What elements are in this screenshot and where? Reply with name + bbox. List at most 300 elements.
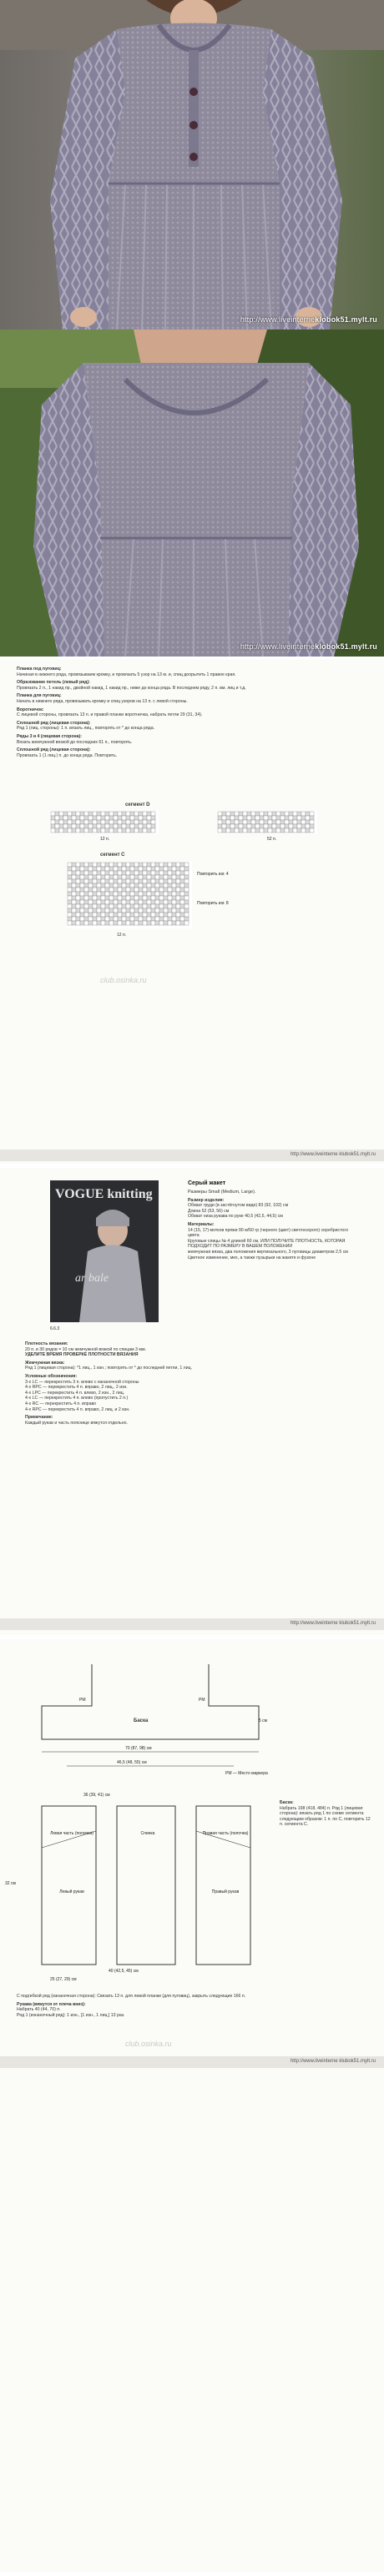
magazine-body <box>25 1339 359 1426</box>
chart-cell <box>164 875 168 879</box>
chart-cell <box>176 921 180 925</box>
chart-cell <box>97 883 101 888</box>
chart-cell <box>109 921 114 925</box>
chart-cell <box>93 828 97 833</box>
chart-cell <box>122 913 126 917</box>
chart-cell <box>184 908 189 913</box>
chart-cell <box>114 900 118 904</box>
segment-c-chart <box>67 862 192 928</box>
chart-cell <box>168 883 172 888</box>
chart-cell <box>118 904 122 908</box>
chart-cell <box>235 828 239 833</box>
chart-cell <box>76 888 80 892</box>
chart-cell <box>101 824 105 828</box>
chart-cell <box>130 820 134 824</box>
chart-cell <box>88 921 93 925</box>
chart-cell <box>72 816 76 820</box>
chart-cell <box>80 812 84 816</box>
chart-cell <box>93 896 97 900</box>
chart-cell <box>130 816 134 820</box>
chart-cell <box>59 828 63 833</box>
chart-cell <box>164 896 168 900</box>
chart-cell <box>155 867 159 871</box>
pm-left: PM <box>79 1698 86 1703</box>
chart-cell <box>159 913 164 917</box>
chart-cell <box>147 896 151 900</box>
chart-cell <box>147 863 151 867</box>
chart-cell <box>230 828 235 833</box>
chart-cell <box>68 875 72 879</box>
chart-cell <box>97 904 101 908</box>
chart-cell <box>247 820 251 824</box>
chart-cell <box>118 921 122 925</box>
chart-cell <box>93 867 97 871</box>
chart-cell <box>301 816 306 820</box>
chart-cell <box>159 904 164 908</box>
bask-width-2: 46,5 (48, 55) см <box>117 1760 147 1765</box>
chart-cell <box>159 892 164 896</box>
chart-cell <box>176 863 180 867</box>
chart-cell <box>118 867 122 871</box>
chart-cell <box>93 812 97 816</box>
chart-cell <box>226 828 230 833</box>
chart-cell <box>114 883 118 888</box>
chart-cell <box>72 921 76 925</box>
chart-cell <box>76 900 80 904</box>
button-3 <box>189 153 198 161</box>
chart-cell <box>139 913 143 917</box>
chart-cell <box>239 828 243 833</box>
chart-cell <box>243 816 247 820</box>
chart-cell <box>139 921 143 925</box>
chart-cell <box>184 863 189 867</box>
section-text: Начиная в нижнего ряда, провязываем кромку, и провязать 5 узор на 13 м. и, спиц доорытить 1 правое края. <box>17 672 236 677</box>
chart-cell <box>72 863 76 867</box>
chart-cell <box>280 828 285 833</box>
chart-cell <box>93 863 97 867</box>
chart-cell <box>180 863 184 867</box>
chart-cell <box>226 820 230 824</box>
chart-cell <box>93 908 97 913</box>
chart-cell <box>118 900 122 904</box>
chart-cell <box>80 879 84 883</box>
chart-cell <box>76 883 80 888</box>
segment-d-chart <box>50 811 159 834</box>
chart-cell <box>155 863 159 867</box>
chart-cell <box>76 917 80 921</box>
chart-cell <box>176 900 180 904</box>
gauge-text: 20 п. и 30 рядов = 10 см жемчужной вязкой по спицам 3 мм. <box>25 1346 146 1352</box>
chart-cell <box>226 812 230 816</box>
chart-cell <box>168 896 172 900</box>
chart-cell <box>147 812 151 816</box>
chart-cell <box>55 824 59 828</box>
top-width: 36 (39, 41) см <box>83 1793 110 1798</box>
chart-cell <box>114 896 118 900</box>
segment-c-label: сегмент C <box>100 853 125 858</box>
chart-cell <box>109 863 114 867</box>
pattern-page-1 <box>0 659 384 1164</box>
chart-cell <box>159 896 164 900</box>
stitch-count-1: 12 п. <box>100 837 110 842</box>
chart-cell <box>72 879 76 883</box>
chart-cell <box>72 904 76 908</box>
chart-cell <box>172 913 176 917</box>
chart-cell <box>184 867 189 871</box>
section-text: Провязать 2 п., 1 накид пр., двойной накид, 1 накид пр., ниже до конца ряда. В последнем ряду, 2 п. вм. лиц и т.д. <box>17 685 246 691</box>
chart-cell <box>134 875 139 879</box>
chart-cell <box>97 879 101 883</box>
chart-cell <box>289 824 293 828</box>
chart-cell <box>139 908 143 913</box>
chart-cell <box>76 879 80 883</box>
chart-cell <box>105 896 109 900</box>
chart-cell <box>139 883 143 888</box>
chart-cell <box>168 888 172 892</box>
chart-cell <box>130 883 134 888</box>
chart-cell <box>218 828 222 833</box>
chart-cell <box>101 820 105 824</box>
chart-cell <box>260 812 264 816</box>
chart-cell <box>93 875 97 879</box>
chart-cell <box>122 921 126 925</box>
chart-cell <box>134 828 139 833</box>
repeat-label-1: Повторить изг. 4 <box>197 872 229 877</box>
chart-cell <box>172 875 176 879</box>
chart-cell <box>126 879 130 883</box>
chart-cell <box>155 871 159 875</box>
marker-label: PM — Место маркера <box>225 1771 268 1776</box>
chart-cell <box>105 921 109 925</box>
note-title: Примечание: <box>25 1415 53 1421</box>
chart-cell <box>130 888 134 892</box>
chart-cell <box>122 824 126 828</box>
chart-cell <box>114 917 118 921</box>
chart-cell <box>134 883 139 888</box>
chart-cell <box>105 913 109 917</box>
chart-cell <box>51 812 55 816</box>
chart-cell <box>180 900 184 904</box>
chart-cell <box>264 816 268 820</box>
chart-cell <box>260 816 264 820</box>
chart-cell <box>151 904 155 908</box>
chart-cell <box>114 921 118 925</box>
chart-cell <box>105 917 109 921</box>
chart-cell <box>155 888 159 892</box>
chart-cell <box>151 812 155 816</box>
chart-cell <box>255 828 260 833</box>
chart-cell <box>180 913 184 917</box>
chart-cell <box>306 820 310 824</box>
chart-cell <box>134 904 139 908</box>
chart-cell <box>101 917 105 921</box>
chart-cell <box>147 816 151 820</box>
photo-watermark: http://www.liveinterneklobok51.mylt.ru <box>240 642 377 651</box>
chart-cell <box>118 917 122 921</box>
chart-cell <box>251 824 255 828</box>
chart-cell <box>109 824 114 828</box>
chart-cell <box>134 867 139 871</box>
chart-cell <box>114 828 118 833</box>
chart-cell <box>264 812 268 816</box>
chart-cell <box>105 863 109 867</box>
sleeve-width: 25 (27, 29) см <box>50 1977 77 1982</box>
chart-cell <box>72 812 76 816</box>
chart-cell <box>84 824 88 828</box>
chart-cell <box>176 908 180 913</box>
chart-cell <box>143 875 147 879</box>
chart-cell <box>230 824 235 828</box>
chart-cell <box>88 888 93 892</box>
chart-cell <box>139 871 143 875</box>
chart-cell <box>139 888 143 892</box>
abbrev-item: 4-х RPC — перекрестить 4 п. вправо, 2 лиц. и 2 изн. <box>25 1406 130 1412</box>
chart-cell <box>255 812 260 816</box>
sweater-photo-front <box>0 0 384 330</box>
chart-cell <box>159 921 164 925</box>
pattern-text: Ряд 1 (лицевая сторона): *1 лиц., 1 изн.; повторять от * до последней петли, 1 лиц. <box>25 1366 193 1371</box>
chart-cell <box>130 828 134 833</box>
chart-cell <box>126 875 130 879</box>
chart-cell <box>151 871 155 875</box>
chart-cell <box>76 913 80 917</box>
chart-cell <box>114 888 118 892</box>
chart-cell <box>51 828 55 833</box>
chart-cell <box>143 888 147 892</box>
chart-cell <box>168 875 172 879</box>
chart-cell <box>76 904 80 908</box>
chart-cell <box>151 892 155 896</box>
chart-cell <box>159 888 164 892</box>
chart-cell <box>147 828 151 833</box>
chart-cell <box>80 863 84 867</box>
chart-cell <box>134 879 139 883</box>
chart-cell <box>109 888 114 892</box>
chart-cell <box>80 900 84 904</box>
chart-cell <box>84 921 88 925</box>
chart-cell <box>268 816 272 820</box>
chart-cell <box>118 888 122 892</box>
chart-cell <box>68 883 72 888</box>
section-title: Сплошной ряд (лицевая сторона): <box>17 720 91 726</box>
chart-cell <box>251 816 255 820</box>
chart-cell <box>97 921 101 925</box>
chart-cell <box>139 917 143 921</box>
chart-cell <box>109 871 114 875</box>
chart-cell <box>122 896 126 900</box>
chart-cell <box>176 883 180 888</box>
chart-cell <box>109 812 114 816</box>
chart-cell <box>151 896 155 900</box>
chart-cell <box>72 896 76 900</box>
chart-cell <box>122 892 126 896</box>
chart-cell <box>101 867 105 871</box>
chart-cell <box>310 812 314 816</box>
chart-cell <box>143 816 147 820</box>
chart-cell <box>122 816 126 820</box>
chart-cell <box>126 812 130 816</box>
chart-cell <box>147 871 151 875</box>
chart-cell <box>76 908 80 913</box>
chart-cell <box>289 828 293 833</box>
chart-cell <box>63 816 68 820</box>
chart-cell <box>147 824 151 828</box>
chart-cell <box>122 900 126 904</box>
chart-cell <box>147 900 151 904</box>
chart-cell <box>151 824 155 828</box>
chart-cell <box>251 828 255 833</box>
chart-cell <box>143 867 147 871</box>
chart-cell <box>147 875 151 879</box>
repeat-label-2: Повторить изг. 8 <box>197 901 229 906</box>
chart-cell <box>134 871 139 875</box>
chart-cell <box>84 875 88 879</box>
chart-cell <box>72 828 76 833</box>
chart-cell <box>155 913 159 917</box>
chart-cell <box>72 820 76 824</box>
chart-cell <box>168 879 172 883</box>
chart-cell <box>155 875 159 879</box>
bask-title: Баска <box>134 1718 149 1723</box>
chart-cell <box>84 900 88 904</box>
chart-cell <box>68 867 72 871</box>
chart-cell <box>155 883 159 888</box>
chart-cell <box>159 908 164 913</box>
material-item: Круговые спицы № 4 длиной 60 см, ИЛИ ПОЛУЧИТЕ ПЛОТНОСТЬ, КОТОРАЯ ПОДХОДИТ ПО РАЗМЕРУ В ВАШЕМ ПОЛОЖЕНИИ <box>188 1238 346 1250</box>
chart-cell <box>84 828 88 833</box>
chart-cell <box>126 892 130 896</box>
chart-cell <box>105 875 109 879</box>
chart-cell <box>159 875 164 879</box>
chart-cell <box>310 824 314 828</box>
left-front-label: Левая часть (полочка) <box>50 1831 93 1836</box>
chart-cell <box>134 900 139 904</box>
chart-cell <box>218 816 222 820</box>
chart-cell <box>176 879 180 883</box>
site-watermark: club.osinka.ru <box>125 2040 172 2048</box>
chart-cell <box>97 824 101 828</box>
chart-cell <box>306 816 310 820</box>
chart-cell <box>172 908 176 913</box>
bottom-paragraph: Набрать 40 (44, 70) п. <box>17 2007 61 2013</box>
chart-cell <box>126 824 130 828</box>
chart-cell <box>159 871 164 875</box>
chart-cell <box>93 900 97 904</box>
chart-cell <box>134 908 139 913</box>
chart-cell <box>143 863 147 867</box>
magazine-cover <box>50 1180 159 1322</box>
chart-cell <box>235 824 239 828</box>
note-text: Каждый рукав и часть пояснице вяжутся отдельно. <box>25 1420 128 1426</box>
chart-cell <box>184 892 189 896</box>
chart-cell <box>76 828 80 833</box>
chart-cell <box>118 875 122 879</box>
chart-cell <box>55 820 59 824</box>
chart-cell <box>80 824 84 828</box>
chart-cell <box>55 828 59 833</box>
chart-cell <box>76 921 80 925</box>
chart-cell <box>168 900 172 904</box>
chart-cell <box>118 879 122 883</box>
cover-subtitle: ar bale <box>75 1272 109 1285</box>
chart-cell <box>155 879 159 883</box>
chart-cell <box>184 900 189 904</box>
chart-cell <box>130 892 134 896</box>
chart-cell <box>55 816 59 820</box>
chart-cell <box>251 812 255 816</box>
chart-cell <box>164 871 168 875</box>
chart-cell <box>147 867 151 871</box>
chart-cell <box>130 908 134 913</box>
chart-cell <box>151 816 155 820</box>
abbrev-item: 4-х RC — перекрестить 4 п. вправо <box>25 1401 97 1406</box>
chart-cell <box>218 824 222 828</box>
chart-cell <box>176 896 180 900</box>
chart-cell <box>297 820 301 824</box>
chart-cell <box>172 867 176 871</box>
chart-cell <box>164 892 168 896</box>
chart-cell <box>76 824 80 828</box>
chart-cell <box>105 879 109 883</box>
chart-cell <box>222 820 226 824</box>
chart-cell <box>285 820 289 824</box>
chart-cell <box>151 883 155 888</box>
chart-cell <box>243 812 247 816</box>
chart-cell <box>109 904 114 908</box>
chart-cell <box>118 883 122 888</box>
chart-cell <box>172 892 176 896</box>
chart-cell <box>97 900 101 904</box>
section-title: Планка для пуговиц: <box>17 693 62 699</box>
chart-cell <box>126 908 130 913</box>
material-item: жемчужная вязка, два положения вертикального, 3 пуговицы диаметром 2,5 см <box>188 1249 348 1255</box>
chart-cell <box>151 875 155 879</box>
chart-cell <box>76 812 80 816</box>
chart-cell <box>172 900 176 904</box>
chart-cell <box>105 824 109 828</box>
chart-cell <box>147 879 151 883</box>
right-title: Баска: <box>280 1800 294 1805</box>
chart-cell <box>310 816 314 820</box>
chart-cell <box>118 896 122 900</box>
chart-cell <box>68 921 72 925</box>
chart-cell <box>88 900 93 904</box>
chart-cell <box>306 824 310 828</box>
chart-cell <box>88 867 93 871</box>
chart-cell <box>84 883 88 888</box>
chart-cell <box>130 879 134 883</box>
chart-cell <box>180 921 184 925</box>
chart-cell <box>264 824 268 828</box>
chart-cell <box>80 921 84 925</box>
chart-cell <box>276 824 280 828</box>
chart-cell <box>164 904 168 908</box>
chart-cell <box>109 892 114 896</box>
chart-cell <box>59 816 63 820</box>
chart-cell <box>72 908 76 913</box>
chart-cell <box>68 879 72 883</box>
chart-cell <box>147 883 151 888</box>
section-title: Ряды 3 и 4 (лицевая сторона): <box>17 733 82 739</box>
chart-cell <box>143 892 147 896</box>
chart-cell <box>243 828 247 833</box>
chart-cell <box>143 824 147 828</box>
chart-cell <box>143 900 147 904</box>
chart-cell <box>72 917 76 921</box>
chart-cell <box>134 896 139 900</box>
chart-cell <box>68 913 72 917</box>
side-height: 5 см <box>259 1718 268 1723</box>
